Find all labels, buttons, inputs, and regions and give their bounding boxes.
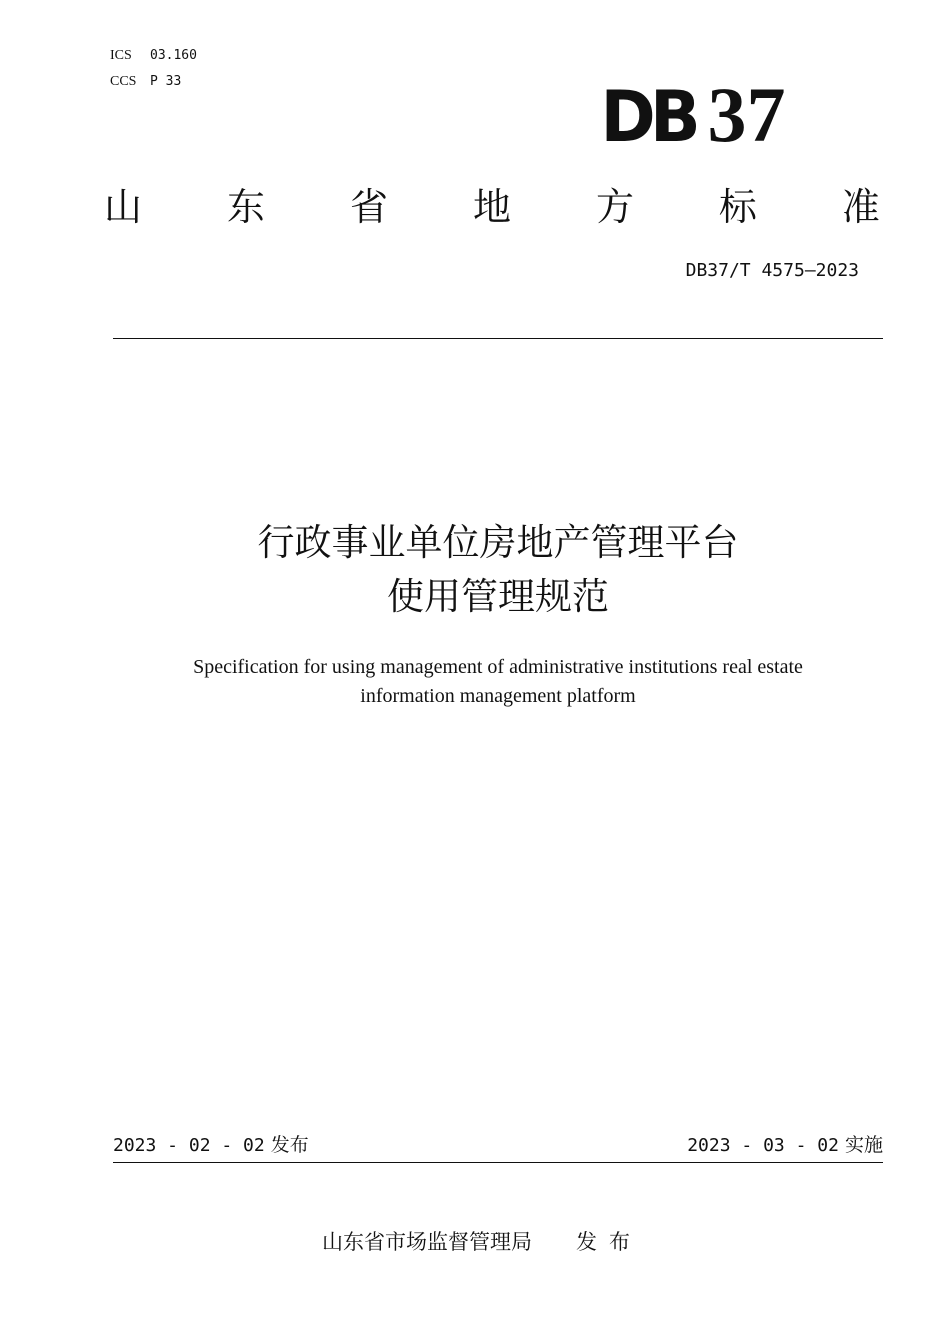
release-date-block: [113, 1132, 309, 1159]
title-cn-line1: 行政事业单位房地产管理平台: [257, 521, 739, 564]
standard-type-char: 方: [595, 185, 634, 229]
title-cn-line2: 使用管理规范: [387, 575, 609, 618]
standard-type-char: 标: [718, 185, 757, 229]
publisher-block: [322, 1228, 642, 1256]
logo-letters: DB: [600, 76, 695, 158]
standard-type-char: 准: [841, 185, 880, 229]
publisher-issue-label: 发布: [576, 1230, 642, 1254]
ics-value: 03.160: [150, 48, 197, 63]
logo-number: 37: [707, 71, 786, 158]
implement-date: 2023 - 03 - 02: [687, 1135, 839, 1156]
top-divider: [113, 338, 883, 339]
standard-type-char: 地: [472, 185, 511, 229]
title-en-line1: Specification for using management of administrative institutions real estate: [193, 656, 803, 678]
ics-label: ICS: [110, 48, 132, 63]
title-en-line2: information management platform: [360, 685, 636, 707]
ics-row: [110, 46, 197, 65]
implement-label: 实施: [844, 1134, 883, 1156]
db37-logo: [598, 71, 786, 158]
ccs-label: CCS: [110, 74, 137, 89]
standard-type-char: 省: [349, 185, 388, 229]
standard-type-char: 山: [104, 185, 143, 229]
ccs-value: P 33: [150, 74, 182, 89]
standard-type-char: 东: [226, 185, 265, 229]
bottom-divider: [113, 1162, 883, 1163]
publisher-name: 山东省市场监督管理局: [322, 1230, 532, 1254]
release-label: 发布: [270, 1134, 309, 1156]
implement-date-block: [687, 1132, 883, 1159]
release-date: 2023 - 02 - 02: [113, 1135, 265, 1156]
standard-type-heading: [104, 184, 880, 230]
standard-number: DB37/T 4575—2023: [685, 260, 859, 281]
ccs-row: [110, 72, 181, 91]
